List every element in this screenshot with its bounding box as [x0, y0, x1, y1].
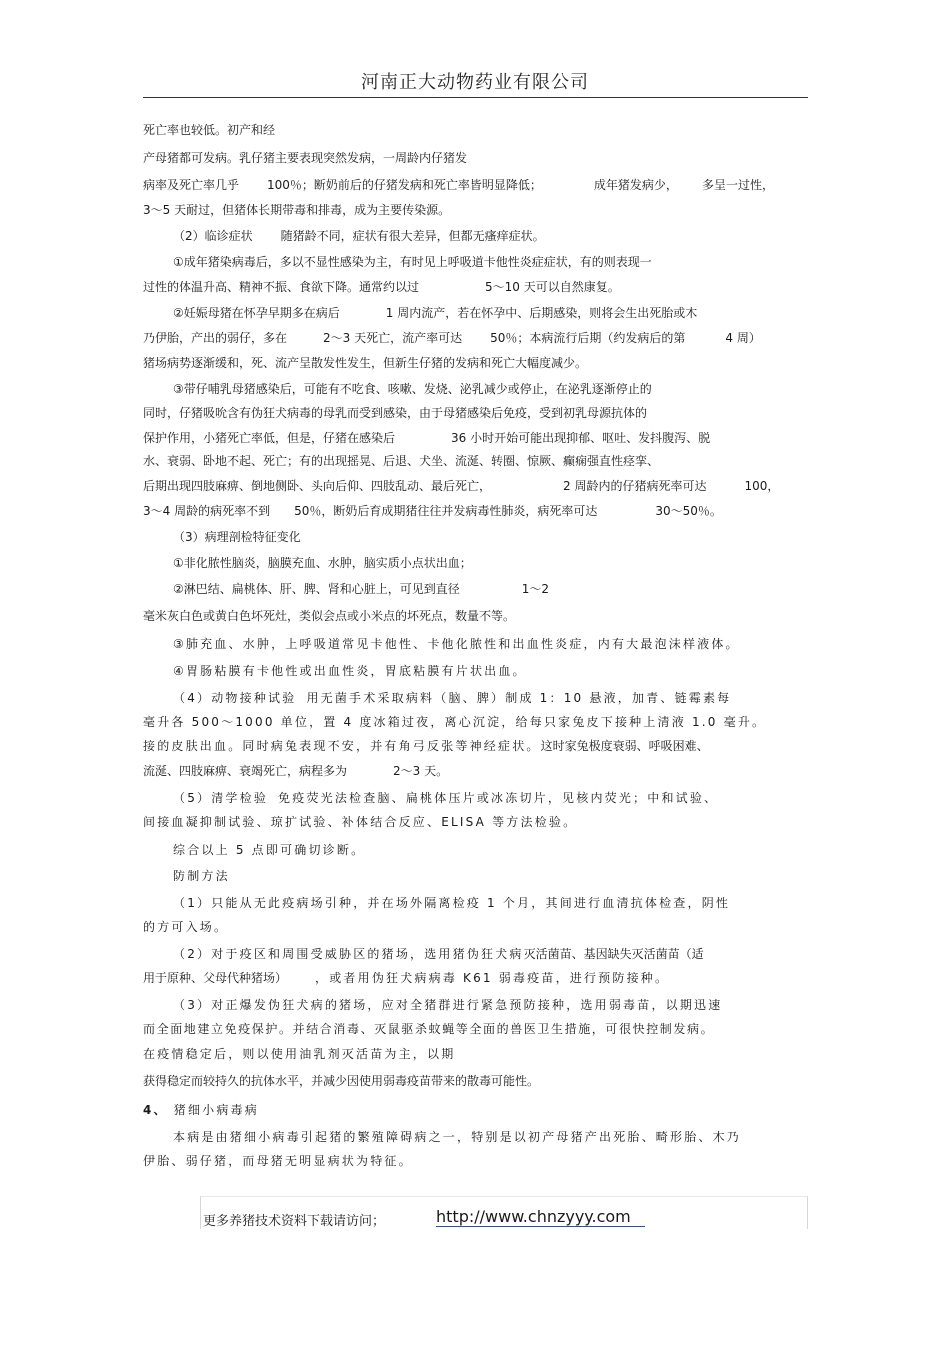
- footer-text: 更多养猪技术资料下载请访问；: [203, 1214, 386, 1229]
- text-span: 多呈一过性，: [701, 178, 774, 192]
- text-line: [173, 790, 718, 806]
- footer-website-link[interactable]: http://www.chnzyyy.com: [436, 1207, 645, 1227]
- text-line: [143, 738, 709, 754]
- text-span: 30～50％。: [655, 504, 722, 518]
- text-line: ③肺充血、水肿，上呼吸道常见卡他性、卡他化脓性和出血性炎症，内有大最泡沫样液体。: [173, 637, 740, 651]
- text-span: 2～3 天死亡，流产率可达: [323, 331, 463, 345]
- text-line: 毫升各 500～1000 单位，置 4 度冰箱过夜，离心沉淀，给每只家兔皮下接种上清液 1.0 毫升。: [143, 715, 767, 729]
- text-line: ①非化脓性脑炎，脑膜充血、水肿，脑实质小点状出血；: [173, 556, 472, 570]
- text-line: [173, 690, 731, 706]
- text-line: [143, 478, 779, 494]
- text-line: [143, 970, 669, 986]
- text-span: （2）对于疫区和周围受威胁区的猪场，选用猪伪狂犬病: [173, 947, 524, 961]
- section-title: [143, 1102, 259, 1118]
- text-line: 产母猪都可发病。乳仔猪主要表现突然发病，一周龄内仔猪发: [143, 151, 468, 165]
- text-span: 2 周龄内的仔猪病死率可达: [563, 479, 707, 493]
- text-line: （3）对正爆发伪狂犬病的猪场，应对全猪群进行紧急预防接种，选用弱毒苗，以期迅速: [173, 998, 723, 1012]
- text-line: 获得稳定而较持久的抗体水平，并减少因使用弱毒疫苗带来的散毒可能性。: [143, 1074, 540, 1088]
- text-span: 接的皮肤出血。同时病兔表现不安，并有角弓反张等神经症状。: [143, 739, 541, 753]
- text-line: 猪场病势逐渐缓和，死、流产呈散发性发生，但新生仔猪的发病和死亡大幅度减少。: [143, 356, 588, 370]
- section-heading: （5）清学检验: [173, 791, 269, 805]
- text-line: 死亡率也较低。初产和经: [143, 123, 276, 137]
- text-line: 毫米灰白色或黄白色坏死灶，类似会点或小米点的坏死点，数量不等。: [143, 609, 516, 623]
- text-span: 成年猪发病少，: [593, 178, 678, 192]
- text-span: 后期出现四肢麻痹、倒地侧卧、头向后仰、四肢乱动、最后死亡，: [143, 479, 492, 493]
- text-span: 2～3 天。: [393, 764, 449, 778]
- text-span: 36 小时开始可能出现抑郁、呕吐、发抖腹泻、脱: [451, 431, 711, 445]
- text-line: 伊胎、弱仔猪，而母猪无明显病状为特征。: [143, 1154, 413, 1168]
- text-span: 这时家兔极度衰弱、呼吸困难、: [540, 739, 709, 753]
- text-line: [173, 228, 545, 244]
- text-line: [143, 503, 722, 519]
- text-line: 的方可入场。: [143, 920, 229, 934]
- text-span: 100，: [744, 479, 780, 493]
- text-span: 3～4 周龄的病死率不到: [143, 504, 271, 518]
- text-span: 1～2: [521, 582, 550, 596]
- text-line: [143, 279, 620, 295]
- text-line: [173, 946, 704, 962]
- text-line: 同时，仔猪吸吮含有伪狂犬病毒的母乳而受到感染，由于母猪感染后免疫，受到初乳母源抗体的: [143, 406, 648, 420]
- text-line: ④胃肠粘膜有卡他性或出血性炎，胃底粘膜有片状出血。: [173, 664, 527, 678]
- text-line: 3～5 天耐过，但猪体长期带毒和排毒，成为主要传染源。: [143, 203, 451, 217]
- text-span: 随猪龄不同，症状有很大差异，但都无瘙痒症状。: [280, 229, 545, 243]
- text-line: ①成年猪染病毒后，多以不显性感染为主，有时见上呼吸道卡他性炎症症状，有的则表现一: [173, 255, 652, 269]
- text-span: 用于原种、父母代种猪场）: [143, 971, 288, 985]
- text-span: 过性的体温升高、精神不振、食欲下降。通常约以过: [143, 280, 420, 294]
- section-heading: （3）病理剖检特征变化: [173, 530, 301, 544]
- text-line: [143, 330, 761, 346]
- text-span: ②妊娠母猪在怀孕早期多在病后: [173, 306, 340, 320]
- text-span: 50％，断奶后育成期猪往往并发病毒性肺炎，病死率可达: [294, 504, 598, 518]
- header-divider: [143, 97, 808, 98]
- text-line: （1）只能从无此疫病场引种，并在场外隔离检疫 1 个月，其间进行血清抗体检查，阴性: [173, 896, 731, 910]
- text-line: [143, 763, 448, 779]
- text-line: [173, 305, 697, 321]
- text-line: 在疫情稳定后，则以使用油乳剂灭活苗为主，以期: [143, 1047, 456, 1061]
- text-span: ②淋巴结、扁桃体、肝、脾、肾和心脏上，可见到直径: [173, 582, 460, 596]
- text-span: 乃伊胎，产出的弱仔，多在: [143, 331, 288, 345]
- text-line: 间接血凝抑制试验、琼扩试验、补体结合反应、ELISA 等方法检验。: [143, 815, 578, 829]
- page-header-title: 河南正大动物药业有限公司: [361, 72, 589, 93]
- text-line: [143, 430, 710, 446]
- text-span: 免疫荧光法检查脑、扁桃体压片或冰冻切片，见核内荧光；中和试验、: [278, 791, 719, 805]
- text-span: 病率及死亡率几乎: [143, 178, 240, 192]
- text-span: 保护作用，小猪死亡率低，但是，仔猪在感染后: [143, 431, 396, 445]
- text-line: 本病是由猪细小病毒引起猪的繁殖障碍病之一，特别是以初产母猪产出死胎、畸形胎、木乃: [173, 1130, 742, 1144]
- section-heading: 猪细小病毒病: [173, 1103, 259, 1117]
- section-heading: 防制方法: [173, 869, 230, 883]
- text-span: 4 周）: [725, 331, 761, 345]
- text-line: [143, 177, 774, 193]
- text-line: [173, 581, 549, 597]
- text-span: 1 周内流产，若在怀孕中、后期感染，则将会生出死胎或木: [385, 306, 698, 320]
- text-span: 用无菌手术采取病料（脑、脾）制成 1：10 悬液，加青、链霉素每: [306, 691, 732, 705]
- text-line: 综合以上 5 点即可确切诊断。: [173, 843, 366, 857]
- text-line: 水、衰弱、卧地不起、死亡；有的出现摇晃、后退、犬坐、流涎、转圈、惊厥、癫痫强直性痉挛、: [143, 454, 660, 468]
- text-span: 100％；断奶前后的仔猪发病和死亡率皆明显降低；: [267, 178, 542, 192]
- text-span: ，或者用伪狂犬病病毒 K61 弱毒疫苗，进行预防接种。: [315, 971, 670, 985]
- section-heading: （2）临诊症状: [173, 229, 253, 243]
- text-line: 而全面地建立免疫保护。并结合消毒、灭鼠驱杀蚊蝇等全面的兽医卫生措施，可很快控制发病。: [143, 1022, 715, 1036]
- section-heading: （4）动物接种试验: [173, 691, 297, 705]
- text-span: 5～10 天可以自然康复。: [485, 280, 620, 294]
- text-span: 50％；本病流行后期（约发病后的第: [490, 331, 686, 345]
- text-span: 灭活菌苗、基因缺失灭活菌苗（适: [523, 947, 704, 961]
- text-line: ③带仔哺乳母猪感染后，可能有不吃食、咳嗽、发烧、泌乳减少或停止，在泌乳逐渐停止的: [173, 382, 652, 396]
- text-span: 流涎、四肢麻痹、衰竭死亡，病程多为: [143, 764, 348, 778]
- section-number: 4、: [143, 1103, 168, 1117]
